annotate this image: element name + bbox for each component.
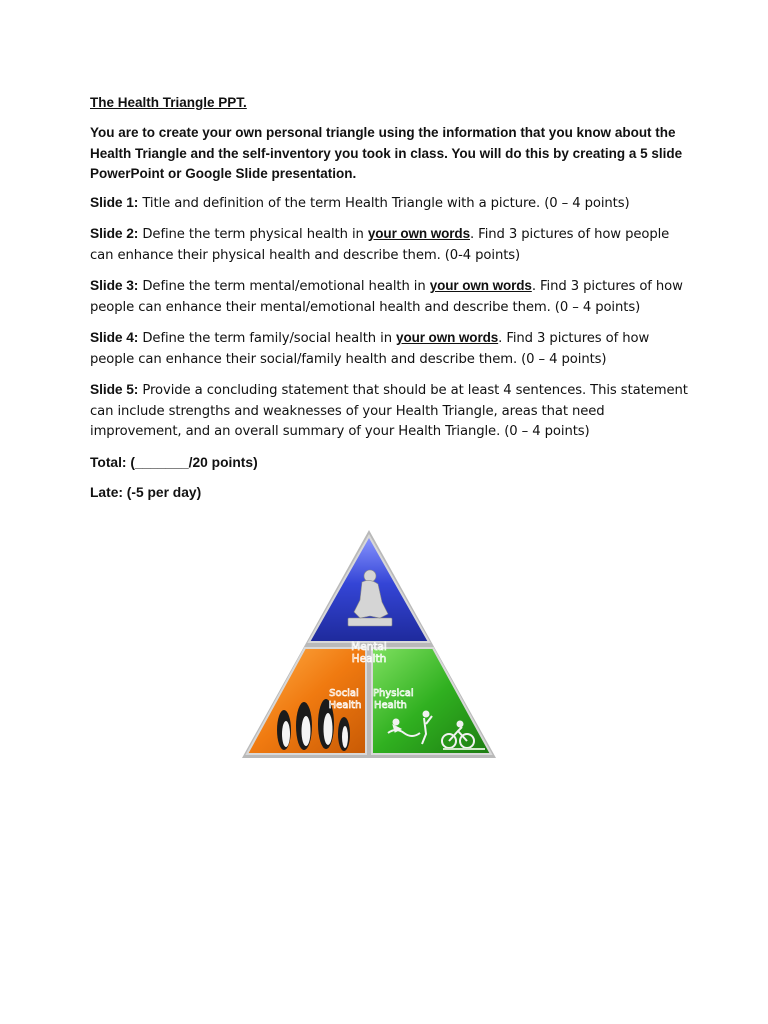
slide-text: Provide a concluding statement that should be at least 4 sentences. This statement can include strengths and weaknesses of your Health Triangle, areas that need improvement, and an overall summary of your Health Triangle. (0 – 4 points)	[90, 383, 688, 439]
slide-text: Title and definition of the term Health Triangle with a picture. (0 – 4 points)	[138, 195, 630, 211]
document-body	[90, 94, 690, 513]
late-penalty: Late: (-5 per day)	[90, 484, 202, 500]
slide-5-paragraph	[90, 380, 690, 443]
social-label-line2: Health	[328, 700, 362, 711]
physical-label-line1: Physical	[373, 688, 414, 699]
mental-label-line1: Mental	[351, 641, 387, 653]
emphasis-own-words: your own words	[367, 226, 470, 241]
slide-text: Define the term family/social health in	[138, 331, 397, 346]
slide-label: Slide 4:	[90, 330, 139, 345]
slide-label: Slide 3:	[90, 278, 139, 293]
slide-label: Slide 2:	[90, 226, 139, 241]
slide-text: Define the term physical health in	[138, 227, 368, 242]
watermark-mark	[443, 748, 485, 750]
health-triangle-image	[238, 528, 500, 764]
physical-label-line2: Health	[374, 700, 407, 711]
emphasis-own-words: your own words	[429, 278, 532, 293]
social-label-line1: Social	[329, 688, 359, 699]
slide-3-paragraph	[90, 276, 690, 318]
mental-label-line2: Health	[351, 653, 387, 665]
slide-1-paragraph	[90, 193, 690, 215]
slide-text-after: . Find 3 pictures of how people can enhance their physical health and describe them. (0-4 points)	[90, 227, 670, 263]
slide-4-paragraph	[90, 328, 690, 370]
health-triangle-graphic	[238, 528, 500, 764]
intro-paragraph: You are to create your own personal triangle using the information that you know about the Health Triangle and the self-inventory you took in class. You will do this by creating a 5 slide PowerPoint or Google Slide presentation.	[90, 125, 683, 181]
slide-label: Slide 1:	[90, 194, 139, 210]
slide-label: Slide 5:	[90, 382, 139, 397]
slide-text: Define the term mental/emotional health in	[138, 279, 430, 294]
slide-2-paragraph	[90, 224, 690, 266]
document-title: The Health Triangle PPT.	[90, 95, 247, 110]
total-points: Total: (_______/20 points)	[90, 454, 258, 470]
emphasis-own-words: your own words	[396, 330, 499, 345]
slide-text-after: . Find 3 pictures of how people can enhance their mental/emotional health and describe them. (0 – 4 points)	[90, 279, 683, 315]
slide-text-after: . Find 3 pictures of how people can enhance their social/family health and describe them. (0 – 4 points)	[90, 331, 650, 367]
